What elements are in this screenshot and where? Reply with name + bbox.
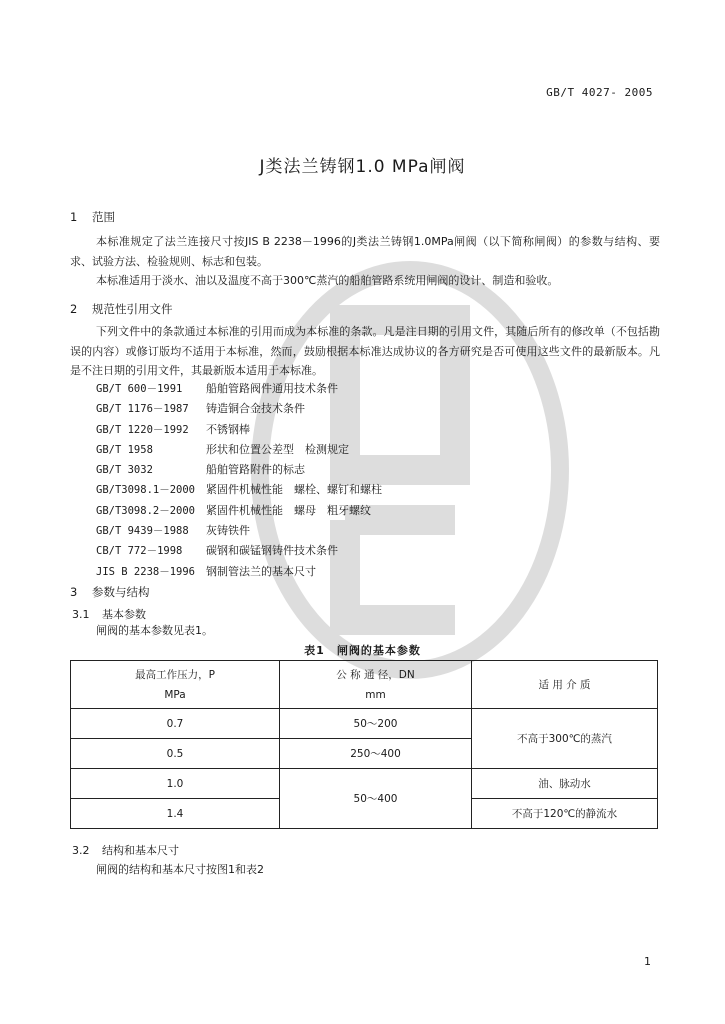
- header-label: 最高工作压力，P: [135, 668, 215, 681]
- medium-cell: 不高于120℃的静流水: [472, 799, 658, 829]
- standard-code: GB/T 4027- 2005: [546, 86, 653, 99]
- reference-item: [96, 440, 382, 460]
- reference-item: [96, 379, 382, 399]
- table-header-row: [71, 661, 658, 709]
- table-row: [71, 709, 658, 739]
- header-unit: mm: [365, 688, 386, 701]
- reference-item: [96, 480, 382, 500]
- pressure-cell: 0.5: [71, 739, 280, 769]
- reference-title: 紧固件机械性能 螺栓、螺钉和螺柱: [206, 483, 382, 497]
- section-1-paragraph-1: 本标准规定了法兰连接尺寸按JIS B 2238－1996的J类法兰铸钢1.0MPa闸阀（以下简称闸阀）的参数与结构、要求、试验方法、检验规则、标志和包装。: [70, 235, 660, 268]
- reference-item: [96, 501, 382, 521]
- subsection-number: 3.1: [72, 608, 90, 621]
- header-label: 公 称 通 径，DN: [336, 668, 415, 681]
- subsection-title: 结构和基本尺寸: [102, 844, 179, 857]
- subsection-title: 基本参数: [102, 608, 146, 621]
- reference-item: [96, 399, 382, 419]
- section-title: 参数与结构: [92, 585, 150, 599]
- subsection-3-1-text: 闸阀的基本参数见表1。: [96, 624, 213, 637]
- reference-code: JIS B 2238－1996: [96, 565, 196, 578]
- reference-title: 碳钢和碳锰钢铸件技术条件: [206, 544, 338, 558]
- section-title: 范围: [92, 210, 115, 224]
- table-row: [71, 769, 658, 799]
- reference-title: 船舶管路附件的标志: [206, 463, 305, 477]
- reference-item: [96, 521, 382, 541]
- page-number: 1: [644, 955, 651, 968]
- reference-code: GB/T 600－1991: [96, 383, 183, 395]
- reference-title: 形状和位置公差型 检测规定: [206, 442, 349, 456]
- reference-title: 灰铸铁件: [206, 524, 250, 538]
- pressure-cell: 0.7: [71, 709, 280, 739]
- subsection-3-2-text: 闸阀的结构和基本尺寸按图1和表2: [96, 863, 264, 876]
- page-title: J类法兰铸钢1.0 MPa闸阀: [259, 157, 466, 177]
- medium-cell: 油、脉动水: [472, 769, 658, 799]
- dn-cell: 50～400: [280, 769, 472, 829]
- section-2-heading: [70, 301, 173, 317]
- subsection-3-1-heading: [72, 606, 146, 622]
- reference-code: GB/T 1220－1992: [96, 423, 189, 436]
- dn-cell: 250～400: [280, 739, 472, 769]
- section-3-heading: [70, 584, 150, 600]
- medium-column-header: 适 用 介 质: [472, 661, 658, 709]
- reference-code: GB/T 3032: [96, 464, 153, 477]
- reference-title: 钢制管法兰的基本尺寸: [206, 564, 316, 578]
- reference-title: 不锈钢棒: [206, 422, 250, 436]
- medium-cell: 不高于300℃的蒸汽: [472, 709, 658, 769]
- reference-item: [96, 562, 382, 582]
- reference-item: [96, 541, 382, 561]
- reference-title: 船舶管路阀件通用技术条件: [206, 382, 338, 395]
- header-unit: MPa: [164, 688, 186, 701]
- section-title: 规范性引用文件: [92, 302, 173, 316]
- dn-cell: 50～200: [280, 709, 472, 739]
- reference-code: GB/T 1176－1987: [96, 403, 189, 416]
- parameters-table: [70, 660, 658, 829]
- pressure-cell: 1.4: [71, 799, 280, 829]
- section-1-paragraph-2: 本标准适用于淡水、油以及温度不高于300℃蒸汽的船舶管路系统用闸阀的设计、制造和验收。: [96, 274, 559, 287]
- reference-code: GB/T3098.2－2000: [96, 504, 196, 517]
- reference-title: 铸造铜合金技术条件: [206, 402, 305, 416]
- reference-item: [96, 460, 382, 480]
- section-1-heading: [70, 209, 115, 225]
- reference-title: 紧固件机械性能 螺母 粗牙螺纹: [206, 503, 371, 517]
- section-number: 1: [70, 210, 78, 224]
- reference-code: GB/T 1958: [96, 443, 153, 456]
- section-2-paragraph: 下列文件中的条款通过本标准的引用而成为本标准的条款。凡是注日期的引用文件，其随后所有的修改单（不包括勘误的内容）或修订版均不适用于本标准，然而，鼓励根据本标准达成协议的各方研究是否可使用这些文件的最新版本。凡是不注日期的引用文件，其最新版本适用于本标准。: [70, 325, 660, 377]
- reference-item: [96, 420, 382, 440]
- reference-code: GB/T3098.1－2000: [96, 484, 196, 497]
- dn-column-header: [280, 661, 472, 709]
- pressure-cell: 1.0: [71, 769, 280, 799]
- reference-list: [96, 379, 382, 582]
- table-caption: 表1 闸阀的基本参数: [304, 644, 421, 657]
- subsection-number: 3.2: [72, 844, 90, 857]
- reference-code: GB/T 9439－1988: [96, 525, 189, 538]
- section-number: 2: [70, 302, 78, 316]
- reference-code: CB/T 772－1998: [96, 545, 183, 558]
- section-number: 3: [70, 585, 78, 599]
- subsection-3-2-heading: [72, 842, 179, 858]
- pressure-column-header: [71, 661, 280, 709]
